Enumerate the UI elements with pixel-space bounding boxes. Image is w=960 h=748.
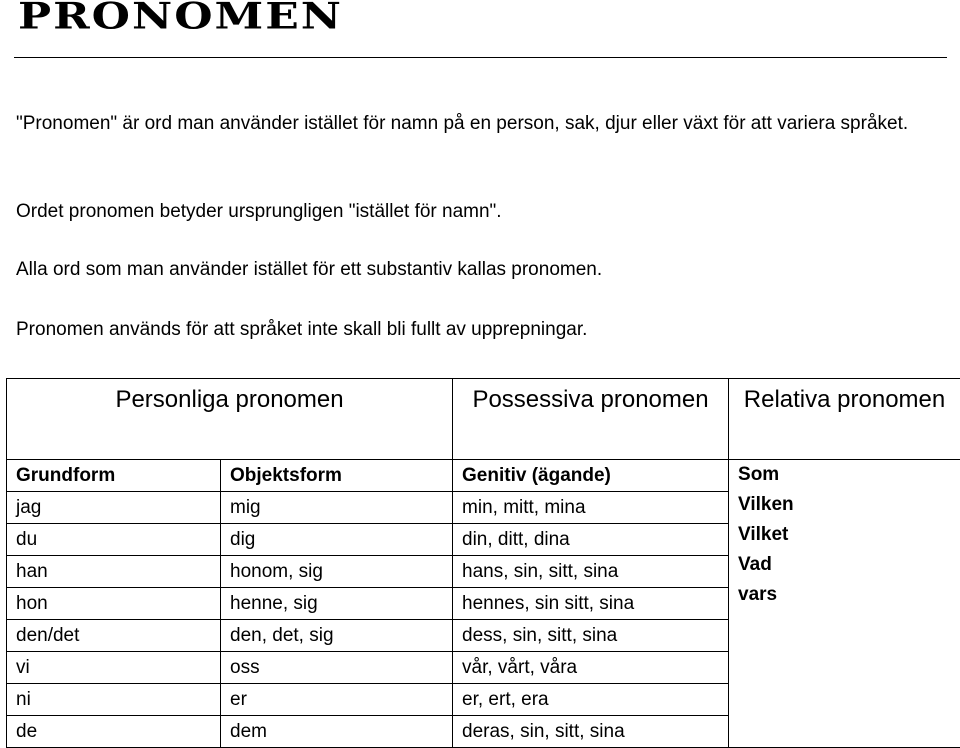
relativa-list-cell bbox=[729, 460, 960, 748]
relativa-item: vars bbox=[738, 580, 960, 610]
relativa-header: Relativa pronomen bbox=[729, 379, 960, 460]
objektsform-cell: dig bbox=[221, 524, 453, 556]
objektsform-cell: honom, sig bbox=[221, 556, 453, 588]
genitiv-cell: min, mitt, mina bbox=[453, 492, 729, 524]
objektsform-cell: den, det, sig bbox=[221, 620, 453, 652]
grundform-header: Grundform bbox=[7, 460, 221, 492]
genitiv-header: Genitiv (ägande) bbox=[453, 460, 729, 492]
meaning-paragraph: Ordet pronomen betyder ursprungligen "istället för namn". bbox=[16, 198, 936, 226]
grundform-cell: jag bbox=[7, 492, 221, 524]
objektsform-cell: dem bbox=[221, 716, 453, 748]
objektsform-header: Objektsform bbox=[221, 460, 453, 492]
relativa-item: Vilket bbox=[738, 520, 960, 550]
genitiv-cell: dess, sin, sitt, sina bbox=[453, 620, 729, 652]
grundform-cell: han bbox=[7, 556, 221, 588]
relativa-item: Vad bbox=[738, 550, 960, 580]
genitiv-cell: hennes, sin sitt, sina bbox=[453, 588, 729, 620]
relativa-list bbox=[738, 460, 960, 610]
possessiva-header: Possessiva pronomen bbox=[453, 379, 729, 460]
personliga-header: Personliga pronomen bbox=[7, 379, 453, 460]
objektsform-cell: henne, sig bbox=[221, 588, 453, 620]
objektsform-cell: oss bbox=[221, 652, 453, 684]
objektsform-cell: mig bbox=[221, 492, 453, 524]
relativa-item: Vilken bbox=[738, 490, 960, 520]
title-divider bbox=[14, 57, 947, 58]
intro-paragraph: "Pronomen" är ord man använder istället för namn på en person, sak, djur eller växt för att variera språket. bbox=[16, 110, 936, 138]
genitiv-cell: din, ditt, dina bbox=[453, 524, 729, 556]
grundform-cell: vi bbox=[7, 652, 221, 684]
purpose-paragraph: Pronomen används för att språket inte skall bli fullt av upprepningar. bbox=[16, 316, 936, 344]
grundform-cell: hon bbox=[7, 588, 221, 620]
objektsform-cell: er bbox=[221, 684, 453, 716]
substantiv-paragraph: Alla ord som man använder istället för ett substantiv kallas pronomen. bbox=[16, 256, 936, 284]
pronoun-table bbox=[6, 378, 960, 748]
genitiv-cell: hans, sin, sitt, sina bbox=[453, 556, 729, 588]
grundform-cell: de bbox=[7, 716, 221, 748]
page-title: PRONOMEN bbox=[18, 0, 343, 34]
grundform-cell: ni bbox=[7, 684, 221, 716]
genitiv-cell: er, ert, era bbox=[453, 684, 729, 716]
column-header-row bbox=[7, 460, 960, 492]
grundform-cell: den/det bbox=[7, 620, 221, 652]
genitiv-cell: deras, sin, sitt, sina bbox=[453, 716, 729, 748]
relativa-item: Som bbox=[738, 460, 960, 490]
genitiv-cell: vår, vårt, våra bbox=[453, 652, 729, 684]
group-header-row bbox=[7, 379, 960, 460]
grundform-cell: du bbox=[7, 524, 221, 556]
